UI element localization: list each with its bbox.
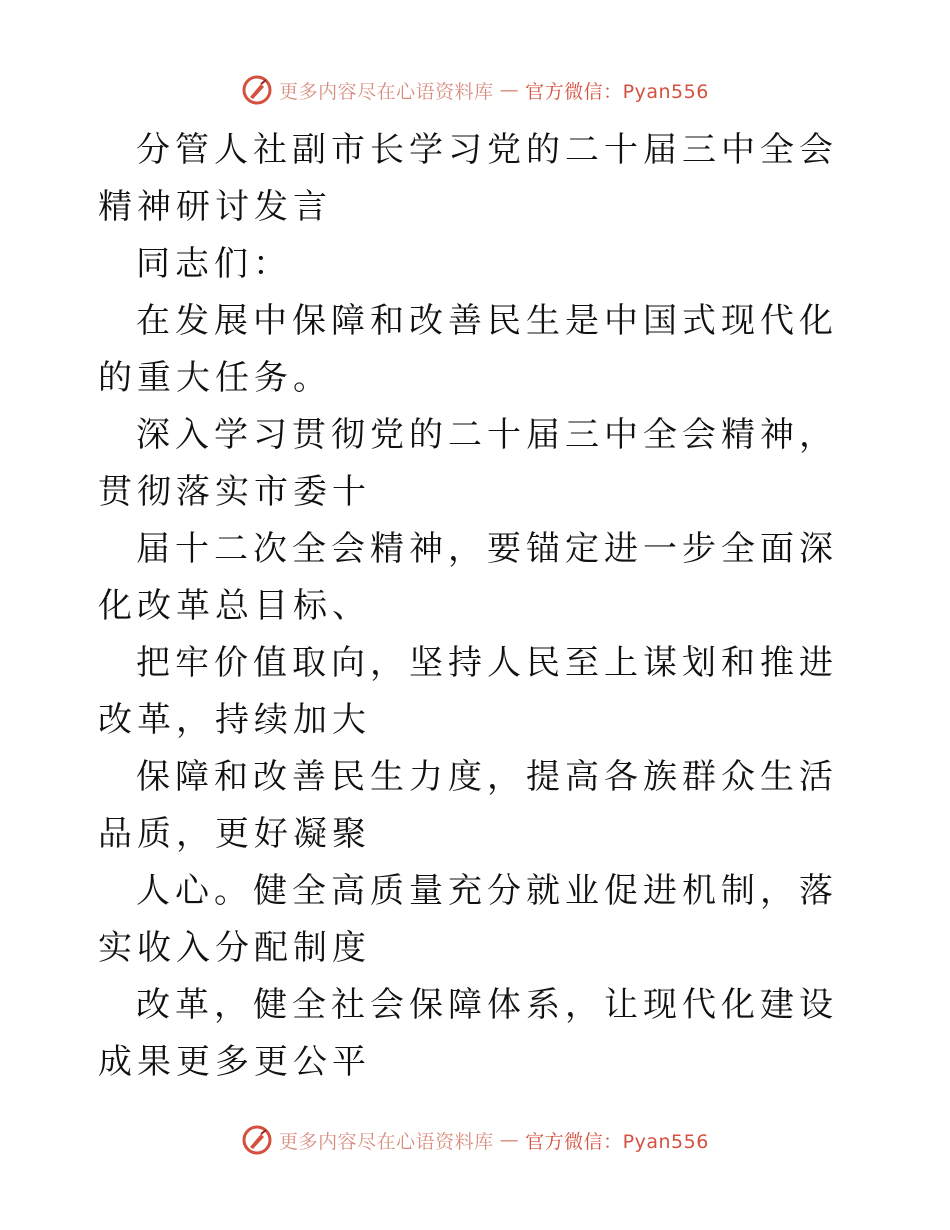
pen-circle-icon [241,1124,273,1156]
watermark-right-text: 官方微信：Pyan556 [525,80,709,103]
watermark-left-text: 更多内容尽在心语资料库 [279,80,494,103]
body-paragraph: 保障和改善民生力度，提高各族群众生活品质，更好凝聚 [98,757,838,854]
watermark-right-text: 官方微信：Pyan556 [525,1130,709,1153]
body-paragraph: 深入学习贯彻党的二十届三中全会精神，贯彻落实市委十 [98,415,838,512]
watermark-footer [0,1120,950,1160]
body-paragraph: 在发展中保障和改善民生是中国式现代化的重大任务。 [98,301,838,398]
body-paragraph: 把牢价值取向，坚持人民至上谋划和推进改革，持续加大 [98,643,838,740]
salutation: 同志们： [136,244,292,284]
document-body [98,122,858,1091]
watermark-left-text: 更多内容尽在心语资料库 [279,1130,494,1153]
pen-circle-icon [241,74,273,106]
watermark-dash: — [499,79,520,101]
body-paragraph: 改革，健全社会保障体系，让现代化建设成果更多更公平 [98,985,838,1082]
document-title: 分管人社副市长学习党的二十届三中全会精神研讨发言 [98,130,838,227]
watermark-dash: — [499,1129,520,1151]
body-paragraph: 人心。健全高质量充分就业促进机制，落实收入分配制度 [98,871,838,968]
watermark-header [0,70,950,110]
body-paragraph: 届十二次全会精神，要锚定进一步全面深化改革总目标、 [98,529,838,626]
